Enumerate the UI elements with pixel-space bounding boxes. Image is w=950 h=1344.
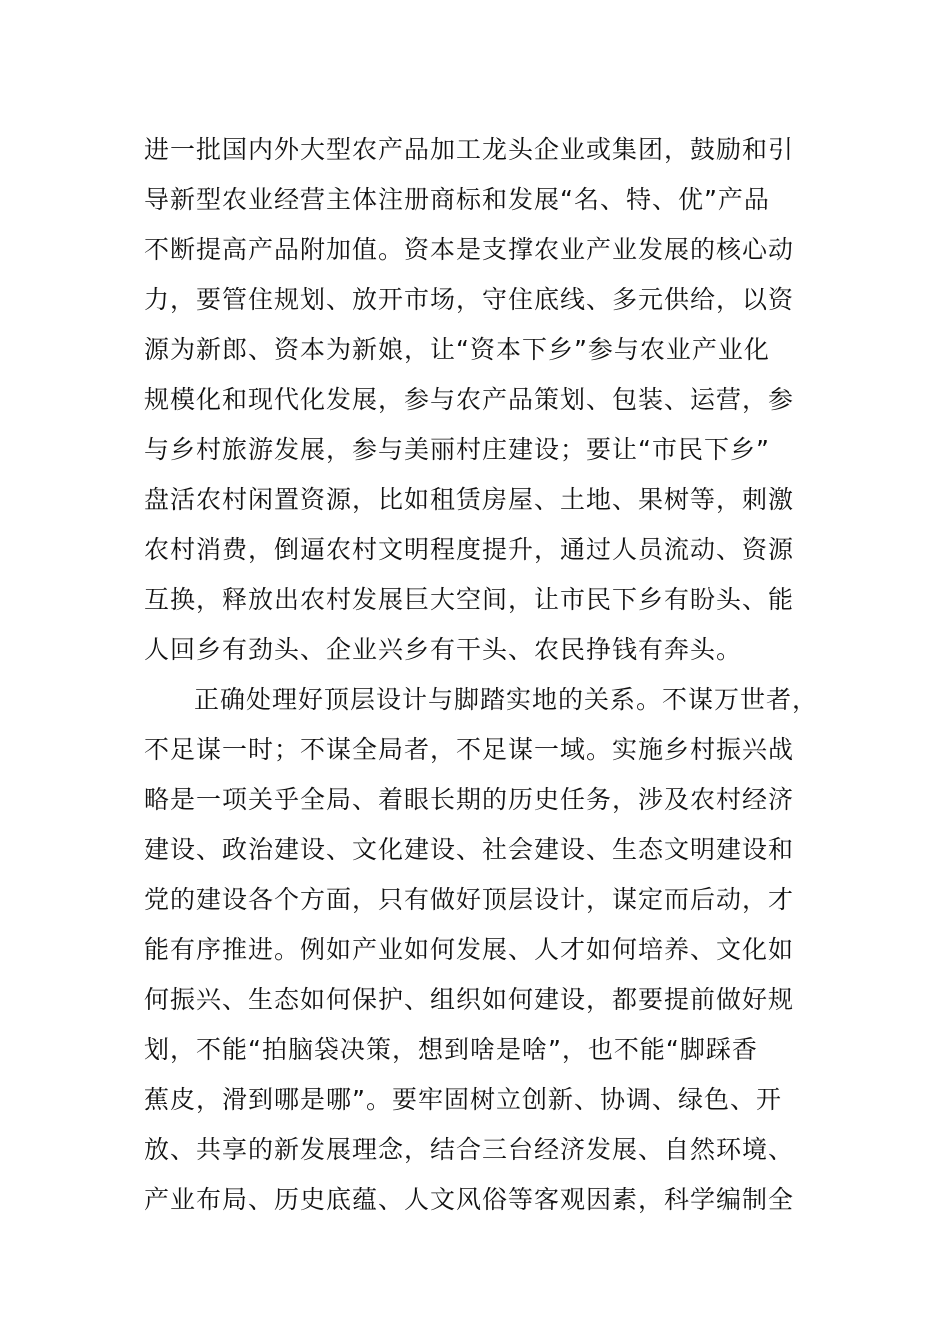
paragraph-2-line: 何振兴、生态如何保护、组织如何建设，都要提前做好规: [144, 985, 795, 1014]
paragraph-2-line: 建设、政治建设、文化建设、社会建设、生态文明建设和: [144, 835, 795, 864]
paragraph-2-line: 放、共享的新发展理念，结合三台经济发展、自然环境、: [144, 1135, 795, 1164]
paragraph-1-line: 进一批国内外大型农产品加工龙头企业或集团，鼓励和引: [144, 135, 795, 164]
paragraph-2-line: 产业布局、历史底蕴、人文风俗等客观因素，科学编制全: [144, 1185, 795, 1214]
paragraph-1-line: 互换，释放出农村发展巨大空间，让市民下乡有盼头、能: [144, 585, 795, 614]
paragraph-1-line: 力，要管住规划、放开市场，守住底线、多元供给，以资: [144, 285, 795, 314]
paragraph-2-line: 不足谋一时；不谋全局者，不足谋一域。实施乡村振兴战: [144, 735, 795, 764]
paragraph-1-line: 与乡村旅游发展，参与美丽村庄建设；要让“市民下乡”: [144, 435, 770, 464]
paragraph-2-line: 划，不能“拍脑袋决策，想到啥是啥”，也不能“脚踩香: [144, 1035, 758, 1064]
paragraph-2-line: 党的建设各个方面，只有做好顶层设计，谋定而后动，才: [144, 885, 795, 914]
paragraph-2-line: 蕉皮，滑到哪是哪”。要牢固树立创新、协调、绿色、开: [144, 1085, 782, 1114]
paragraph-1-line: 规模化和现代化发展，参与农产品策划、包装、运营，参: [144, 385, 795, 414]
paragraph-2-line: 略是一项关乎全局、着眼长期的历史任务，涉及农村经济: [144, 785, 795, 814]
paragraph-2-line: 能有序推进。例如产业如何发展、人才如何培养、文化如: [144, 935, 795, 964]
paragraph-1-line: 人回乡有劲头、企业兴乡有干头、农民挣钱有奔头。: [144, 635, 743, 664]
paragraph-1-line: 导新型农业经营主体注册商标和发展“名、特、优”产品: [144, 185, 770, 214]
paragraph-1-line: 源为新郎、资本为新娘，让“资本下乡”参与农业产业化: [144, 335, 770, 364]
paragraph-1-line: 不断提高产品附加值。资本是支撑农业产业发展的核心动: [144, 235, 795, 264]
paragraph-1-line: 农村消费，倒逼农村文明程度提升，通过人员流动、资源: [144, 535, 795, 564]
paragraph-1-line: 盘活农村闲置资源，比如租赁房屋、土地、果树等，刺激: [144, 485, 795, 514]
paragraph-2-first-line: 正确处理好顶层设计与脚踏实地的关系。不谋万世者，: [194, 685, 819, 714]
